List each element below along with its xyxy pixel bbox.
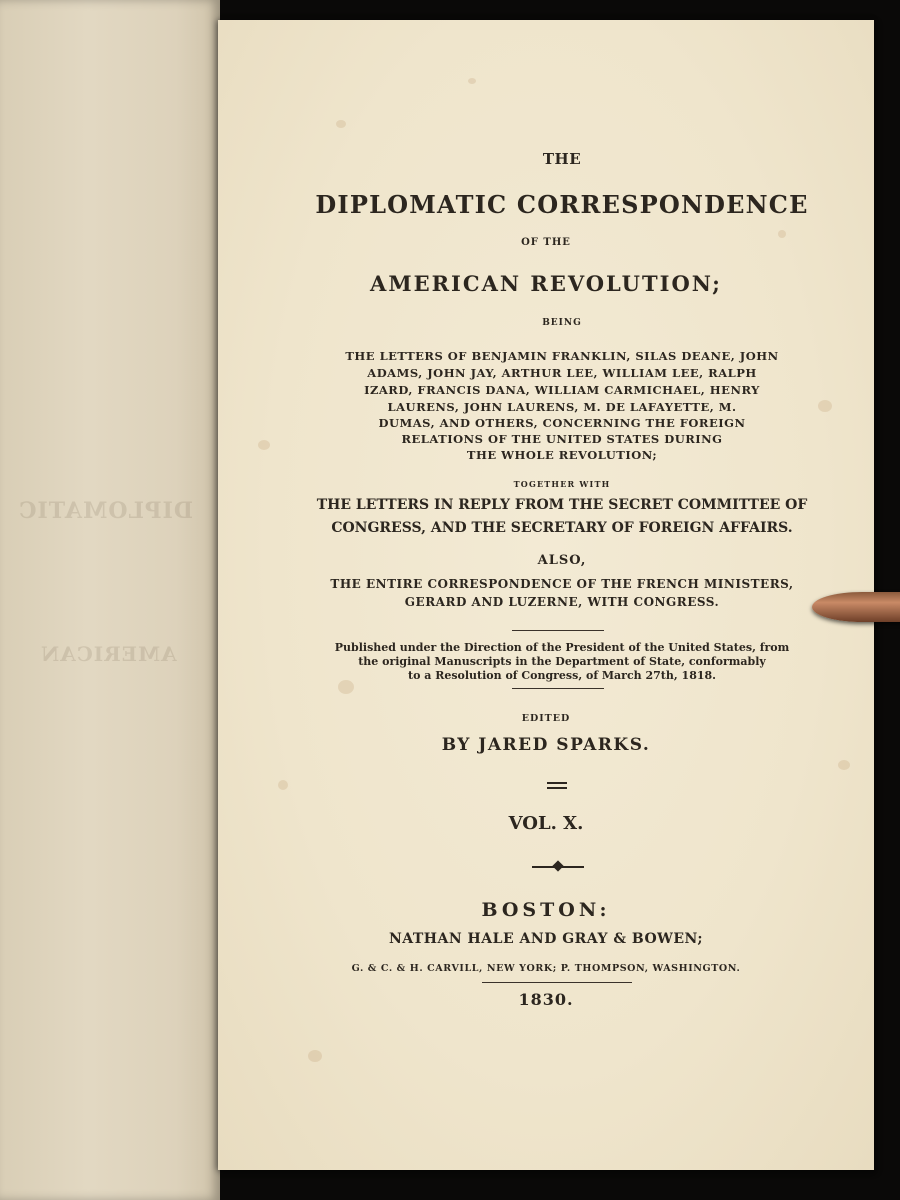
foxing-spot xyxy=(278,780,288,790)
reply-line-1: THE LETTERS IN REPLY FROM THE SECRET COMMITTEE OF xyxy=(316,497,808,513)
title-of-the: OF THE xyxy=(521,237,571,248)
facing-page-bleedthrough-title: DIPLOMATIC xyxy=(18,498,193,524)
foxing-spot xyxy=(308,1050,322,1062)
editor-name: BY JARED SPARKS. xyxy=(441,735,651,755)
publisher-name: NATHAN HALE AND GRAY & BOWEN; xyxy=(388,931,703,947)
published-line-2: the original Manuscripts in the Department of State, conformably xyxy=(358,655,766,668)
distributors-line: G. & C. & H. CARVILL, NEW YORK; P. THOMPSON, WASHINGTON. xyxy=(351,963,741,974)
diamond-rule-ornament xyxy=(532,866,584,868)
subtitle: AMERICAN REVOLUTION; xyxy=(370,271,722,296)
french-line-1: THE ENTIRE CORRESPONDENCE OF THE FRENCH MINISTERS, xyxy=(330,577,794,591)
title-the: THE xyxy=(542,150,582,168)
reply-line-2: CONGRESS, AND THE SECRETARY OF FOREIGN AFFAIRS. xyxy=(331,520,793,536)
letters-line-6: RELATIONS OF THE UNITED STATES DURING xyxy=(401,432,723,446)
together-with-label: TOGETHER WITH xyxy=(513,479,611,489)
publication-city: BOSTON: xyxy=(481,899,611,921)
rule-above-year xyxy=(482,982,632,983)
rule-below-publication-note xyxy=(512,688,604,689)
also-label: ALSO, xyxy=(537,553,587,568)
foxing-spot xyxy=(838,760,850,770)
letters-line-2: ADAMS, JOHN JAY, ARTHUR LEE, WILLIAM LEE, RALPH xyxy=(367,366,757,380)
letters-line-4: LAURENS, JOHN LAURENS, M. DE LAFAYETTE, M. xyxy=(387,400,737,414)
foxing-spot xyxy=(336,120,346,128)
letters-line-1: THE LETTERS OF BENJAMIN FRANKLIN, SILAS DEANE, JOHN xyxy=(345,349,779,363)
letters-line-5: DUMAS, AND OTHERS, CONCERNING THE FOREIGN xyxy=(378,416,746,430)
published-line-3: to a Resolution of Congress, of March 27th, 1818. xyxy=(407,669,716,682)
foxing-spot xyxy=(338,680,354,694)
letters-line-3: IZARD, FRANCIS DANA, WILLIAM CARMICHAEL, HENRY xyxy=(364,383,760,397)
being-label: BEING xyxy=(542,318,582,328)
foxing-spot xyxy=(468,78,476,84)
facing-page xyxy=(0,0,220,1200)
french-line-2: GERARD AND LUZERNE, WITH CONGRESS. xyxy=(404,595,720,609)
double-rule-ornament xyxy=(547,782,567,789)
edited-label: EDITED xyxy=(521,713,571,724)
publication-year: 1830. xyxy=(518,990,574,1009)
letters-line-7: THE WHOLE REVOLUTION; xyxy=(466,448,658,462)
rule-above-publication-note xyxy=(512,630,604,631)
main-title: DIPLOMATIC CORRESPONDENCE xyxy=(315,190,809,219)
volume-number: VOL. X. xyxy=(508,813,584,834)
published-line-1: Published under the Direction of the President of the United States, from xyxy=(334,641,790,654)
facing-page-bleedthrough-subtitle: AMERICAN xyxy=(40,642,177,666)
